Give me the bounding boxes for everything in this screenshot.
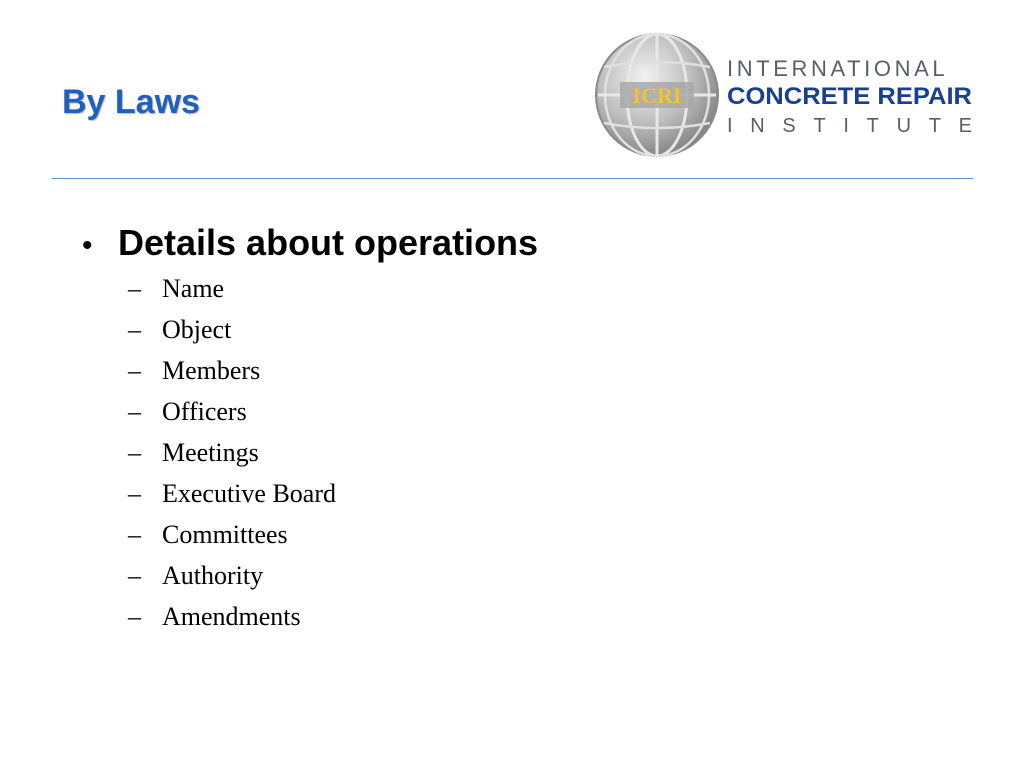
bullet-icon: • bbox=[82, 229, 93, 262]
dash-icon: – bbox=[128, 438, 141, 467]
globe-emblem-icon bbox=[596, 34, 718, 156]
dash-icon: – bbox=[128, 315, 141, 344]
dash-icon: – bbox=[128, 479, 141, 508]
main-bullet bbox=[82, 222, 538, 264]
list-item-text: Committees bbox=[162, 520, 288, 549]
dash-icon: – bbox=[128, 397, 141, 426]
list-item-text: Amendments bbox=[162, 602, 301, 631]
list-item-text: Object bbox=[162, 315, 232, 344]
list-item-text: Officers bbox=[162, 397, 247, 426]
logo-line-institute: INSTITUTE bbox=[727, 115, 972, 137]
list-item-text: Authority bbox=[162, 561, 264, 590]
list-item-text: Meetings bbox=[162, 438, 259, 467]
emblem-text: ICRI bbox=[632, 83, 682, 108]
list-item bbox=[128, 438, 336, 479]
list-item bbox=[128, 397, 336, 438]
dash-icon: – bbox=[128, 356, 141, 385]
list-item bbox=[128, 561, 336, 602]
sub-bullet-list bbox=[128, 274, 336, 643]
dash-icon: – bbox=[128, 520, 141, 549]
list-item-text: Name bbox=[162, 274, 225, 303]
icri-logo bbox=[594, 32, 984, 160]
title-divider bbox=[52, 178, 973, 179]
list-item-text: Members bbox=[162, 356, 261, 385]
list-item bbox=[128, 315, 336, 356]
dash-icon: – bbox=[128, 602, 141, 631]
list-item-text: Executive Board bbox=[162, 479, 336, 508]
list-item bbox=[128, 520, 336, 561]
dash-icon: – bbox=[128, 561, 141, 590]
list-item bbox=[128, 274, 336, 315]
dash-icon: – bbox=[128, 274, 141, 303]
list-item bbox=[128, 479, 336, 520]
list-item bbox=[128, 356, 336, 397]
logo-line-concrete-repair: CONCRETE REPAIR bbox=[727, 83, 972, 110]
list-item bbox=[128, 602, 336, 643]
main-bullet-text: Details about operations bbox=[118, 222, 539, 263]
logo-line-international: INTERNATIONAL bbox=[727, 56, 949, 81]
slide-title: By Laws bbox=[62, 83, 200, 121]
